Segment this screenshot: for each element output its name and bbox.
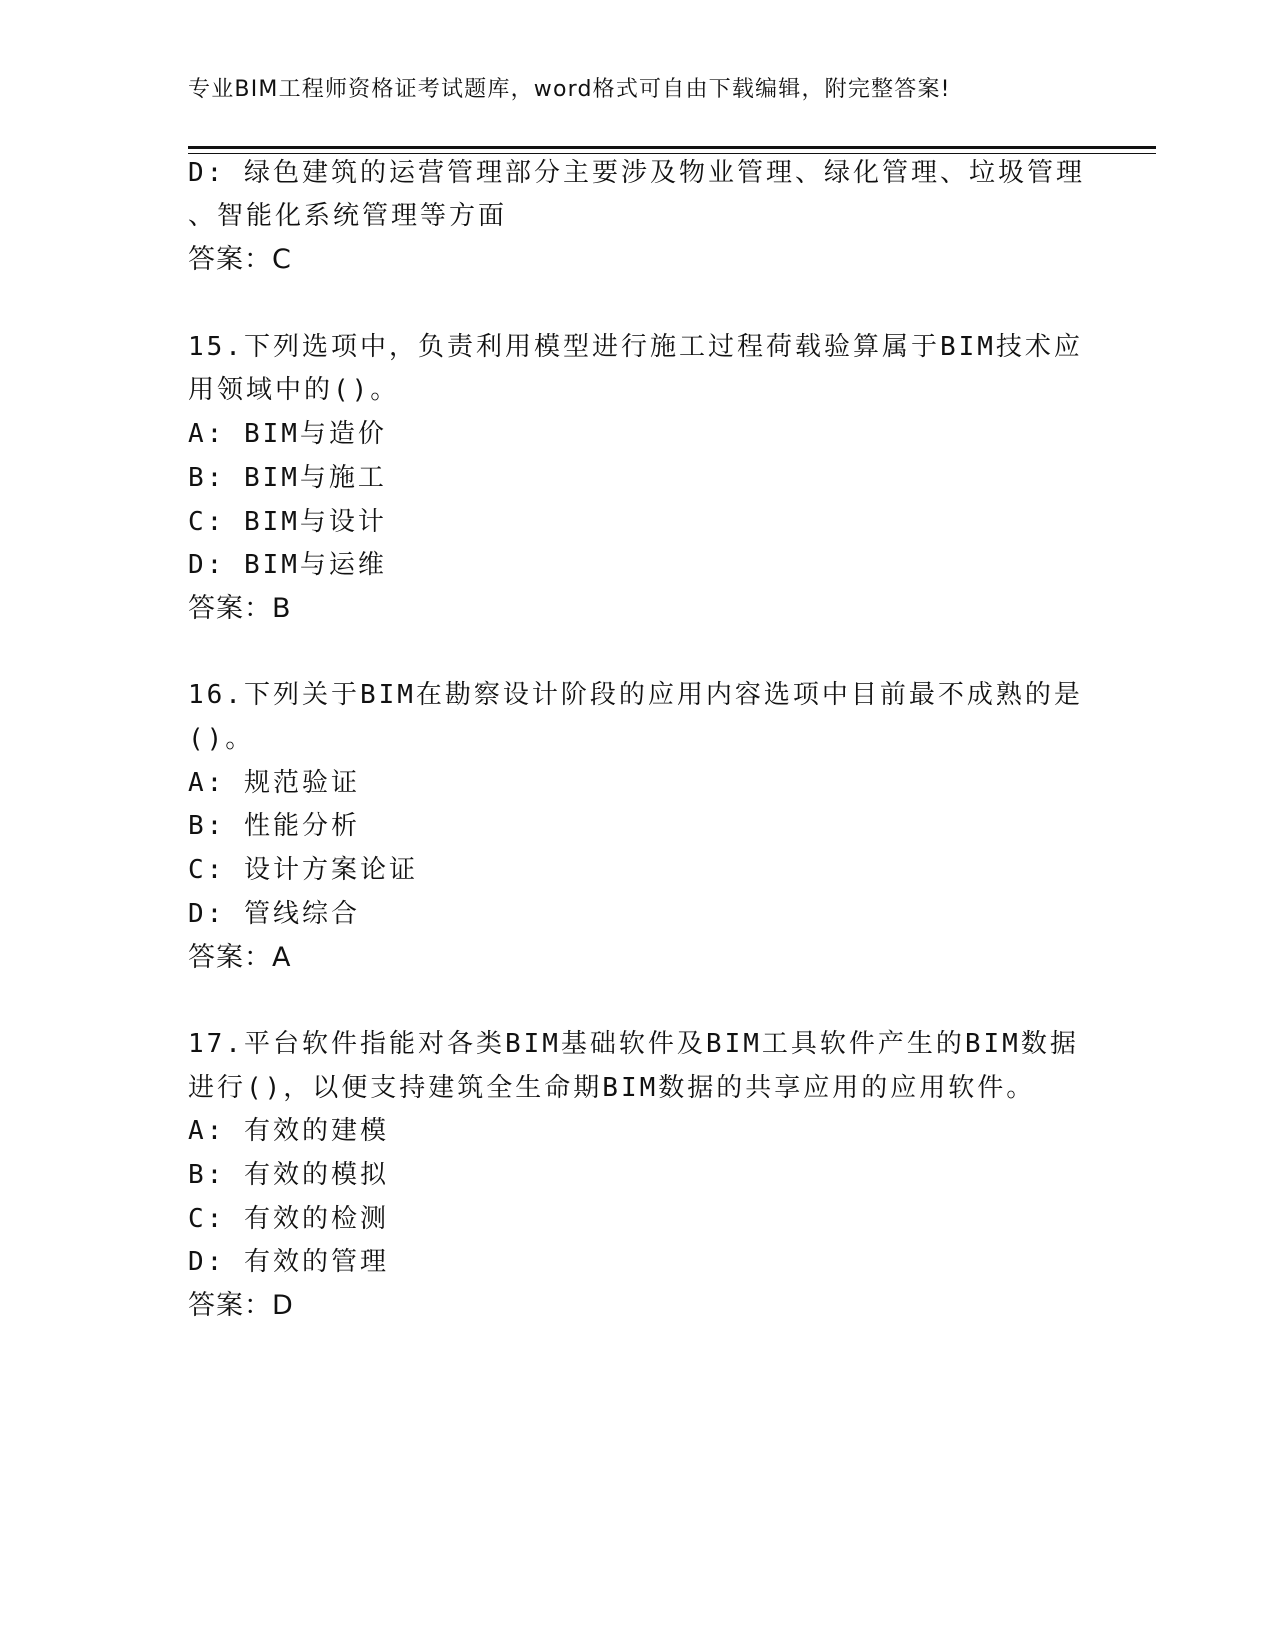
question-16-option-a: A: 规范验证 bbox=[188, 768, 360, 798]
question-15-answer: 答案：B bbox=[188, 593, 292, 624]
question-16-answer: 答案：A bbox=[188, 942, 292, 973]
question-15-option-d: D: BIM与运维 bbox=[188, 550, 387, 580]
prev-question-option-d-line1: D: 绿色建筑的运营管理部分主要涉及物业管理、绿化管理、垃圾管理 bbox=[188, 158, 1085, 188]
question-16-option-c: C: 设计方案论证 bbox=[188, 855, 418, 885]
question-17-option-b: B: 有效的模拟 bbox=[188, 1160, 389, 1190]
question-15-stem-line1: 15.下列选项中，负责利用模型进行施工过程荷载验算属于BIM技术应 bbox=[188, 332, 1083, 362]
question-17-stem-line2: 进行()，以便支持建筑全生命期BIM数据的共享应用的应用软件。 bbox=[188, 1073, 1036, 1103]
question-15-option-b: B: BIM与施工 bbox=[188, 463, 387, 493]
question-16-stem-line1: 16.下列关于BIM在勘察设计阶段的应用内容选项中目前最不成熟的是 bbox=[188, 680, 1083, 710]
question-15-option-a: A: BIM与造价 bbox=[188, 419, 387, 449]
page-header-text: 专业BIM工程师资格证考试题库，word格式可自由下载编辑，附完整答案! bbox=[188, 77, 951, 102]
header-rule-thin bbox=[188, 153, 1156, 154]
question-17-option-d: D: 有效的管理 bbox=[188, 1247, 389, 1277]
question-16-option-d: D: 管线综合 bbox=[188, 899, 360, 929]
header-rule-thick bbox=[188, 146, 1156, 149]
question-16-stem-line2: ()。 bbox=[188, 724, 255, 754]
prev-question-answer: 答案：C bbox=[188, 244, 292, 275]
question-17-option-a: A: 有效的建模 bbox=[188, 1116, 389, 1146]
question-15-stem-line2: 用领域中的()。 bbox=[188, 375, 400, 405]
prev-question-option-d-line2: 、智能化系统管理等方面 bbox=[188, 201, 508, 231]
question-16-option-b: B: 性能分析 bbox=[188, 811, 360, 841]
question-15-option-c: C: BIM与设计 bbox=[188, 507, 387, 537]
question-17-answer: 答案：D bbox=[188, 1290, 294, 1321]
question-17-option-c: C: 有效的检测 bbox=[188, 1204, 389, 1234]
question-17-stem-line1: 17.平台软件指能对各类BIM基础软件及BIM工具软件产生的BIM数据 bbox=[188, 1029, 1079, 1059]
